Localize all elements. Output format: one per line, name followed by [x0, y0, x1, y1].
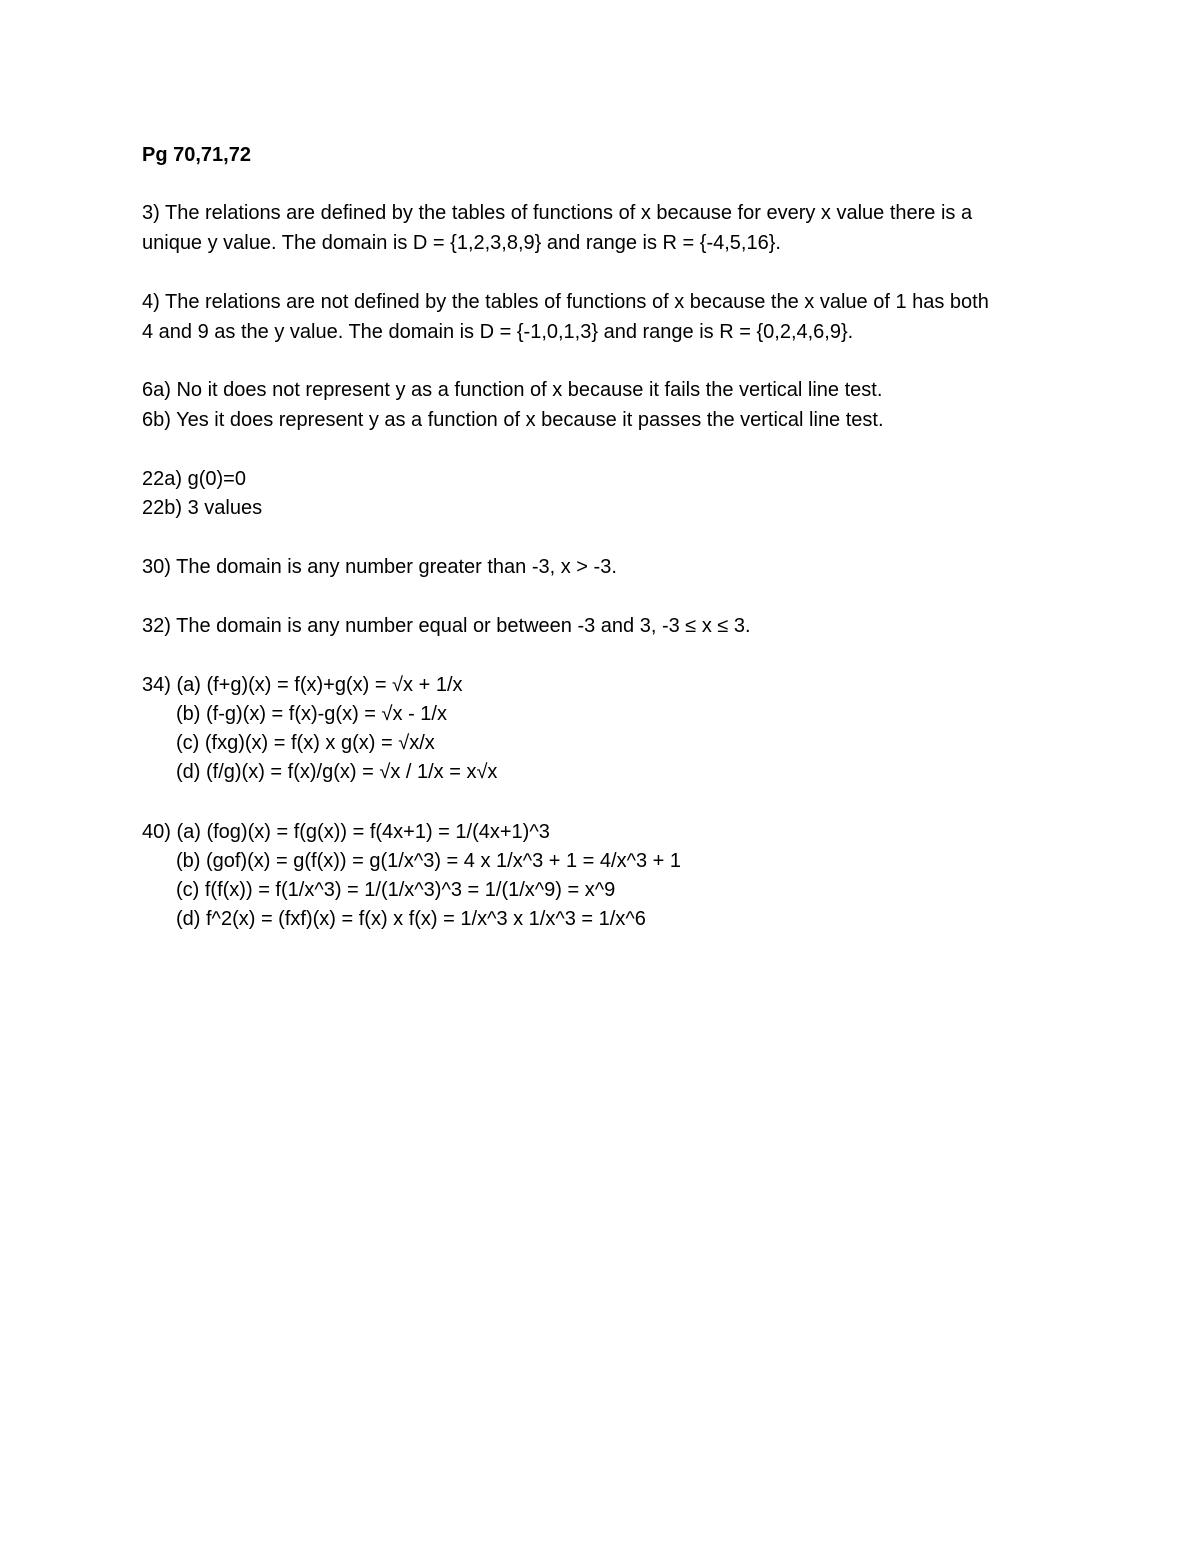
answer-40c: (c) f(f(x)) = f(1/x^3) = 1/(1/x^3)^3 = 1/(1/x^9) = x^9 [176, 879, 616, 901]
answer-30: 30) The domain is any number greater than -3, x > -3. [142, 556, 617, 578]
answer-32: 32) The domain is any number equal or between -3 and 3, -3 ≤ x ≤ 3. [142, 615, 751, 637]
answer-3-line-2: unique y value. The domain is D = {1,2,3,8,9} and range is R = {-4,5,16}. [142, 232, 781, 254]
answer-40a: 40) (a) (fog)(x) = f(g(x)) = f(4x+1) = 1/(4x+1)^3 [142, 821, 550, 843]
answer-22b: 22b) 3 values [142, 497, 263, 519]
answer-4-line-2: 4 and 9 as the y value. The domain is D = {-1,0,1,3} and range is R = {0,2,4,6,9}. [142, 321, 854, 343]
answer-34b: (b) (f-g)(x) = f(x)-g(x) = √x - 1/x [176, 703, 447, 725]
answer-34a: 34) (a) (f+g)(x) = f(x)+g(x) = √x + 1/x [142, 674, 463, 696]
answer-34d: (d) (f/g)(x) = f(x)/g(x) = √x / 1/x = x√x [176, 761, 498, 783]
answer-40b: (b) (gof)(x) = g(f(x)) = g(1/x^3) = 4 x 1/x^3 + 1 = 4/x^3 + 1 [176, 850, 682, 872]
answer-40d: (d) f^2(x) = (fxf)(x) = f(x) x f(x) = 1/x^3 x 1/x^3 = 1/x^6 [176, 908, 646, 930]
answer-4-line-1: 4) The relations are not defined by the tables of functions of x because the x value of 1 has both [142, 291, 989, 313]
answer-34c: (c) (fxg)(x) = f(x) x g(x) = √x/x [176, 732, 435, 754]
answer-3-line-1: 3) The relations are defined by the tables of functions of x because for every x value there is a [142, 202, 973, 224]
answer-22a: 22a) g(0)=0 [142, 468, 246, 490]
answer-6b: 6b) Yes it does represent y as a function of x because it passes the vertical line test. [142, 409, 884, 431]
answer-6a: 6a) No it does not represent y as a function of x because it fails the vertical line test. [142, 379, 883, 401]
page-heading: Pg 70,71,72 [142, 144, 251, 166]
